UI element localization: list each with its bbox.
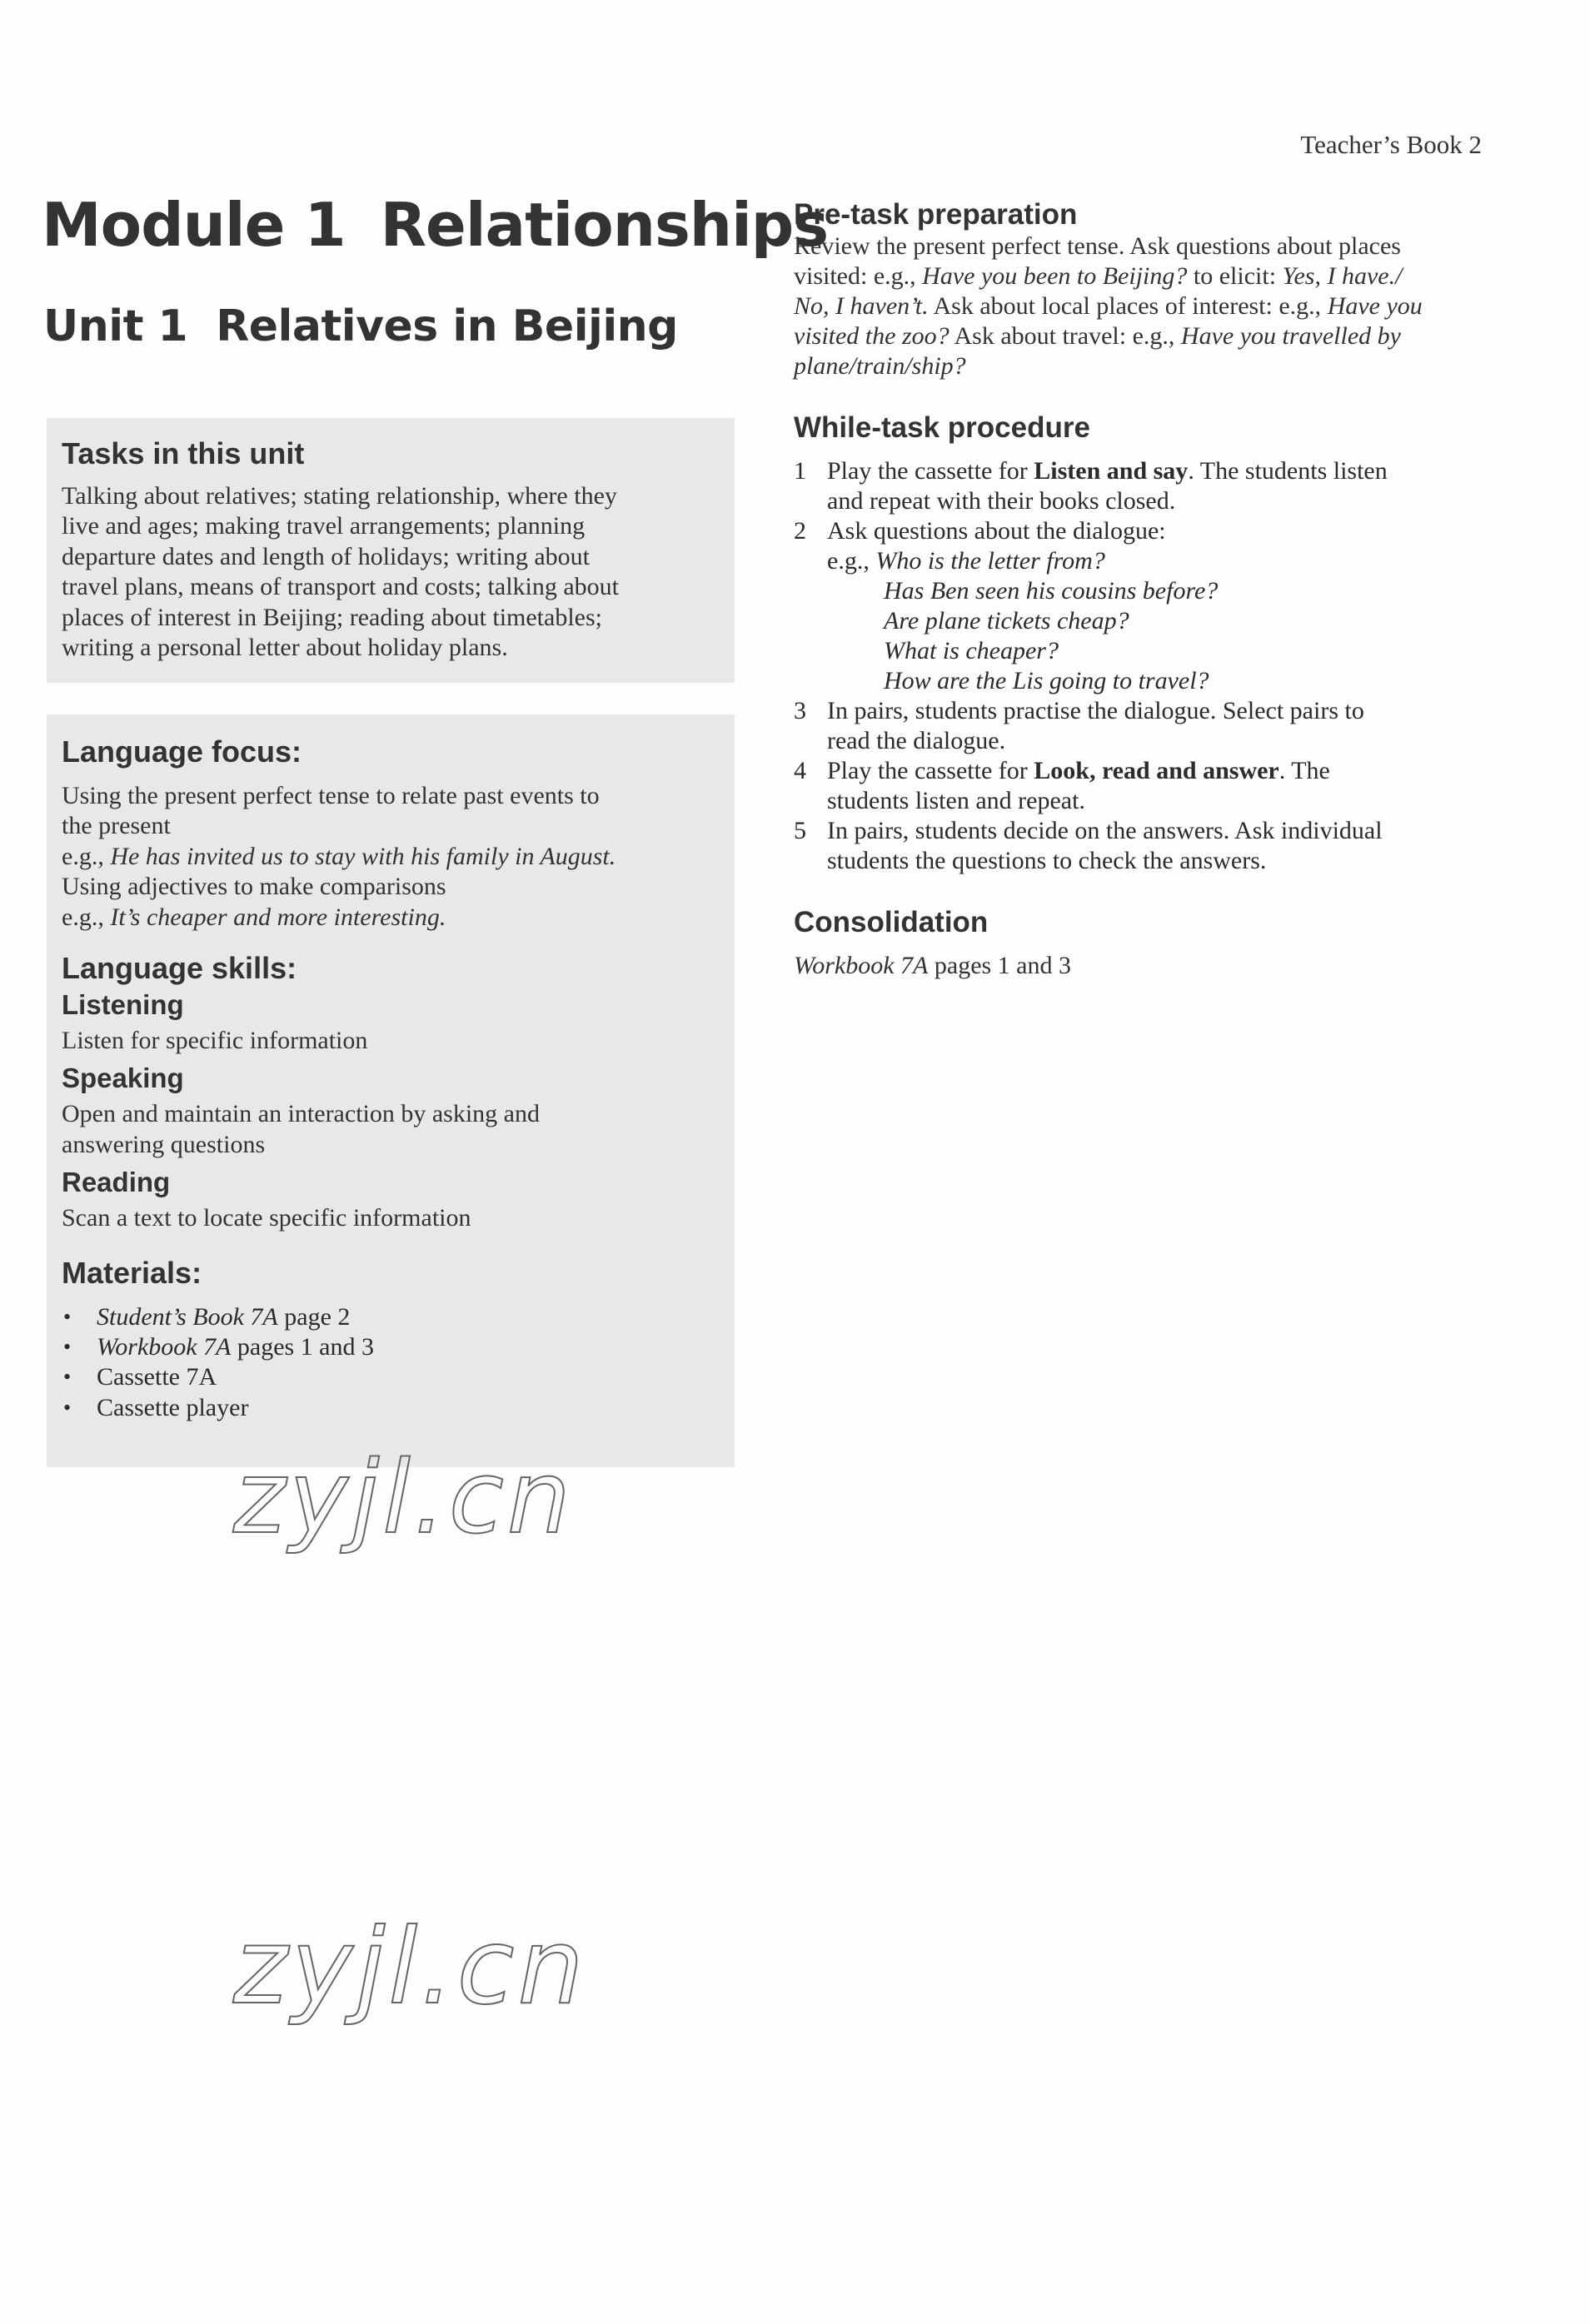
watermark: zyjl.cn: [233, 1907, 587, 2028]
materials-item: • Student’s Book 7A page 2: [62, 1302, 718, 1332]
module-name: Relationships: [380, 190, 829, 260]
pre-task-section: [794, 198, 1493, 381]
procedure-step-4: 4 Play the cassette for Look, read and answer. The students listen and repeat.: [794, 757, 1330, 814]
pre-task-line-4: visited the zoo? Ask about travel: e.g., Have you travelled by: [794, 322, 1401, 350]
tasks-line-5: places of interest in Beijing; reading about timetables;: [62, 603, 602, 631]
language-focus-example-2: e.g., It’s cheaper and more interesting.: [62, 903, 446, 931]
materials-list: [62, 1302, 718, 1424]
pre-task-line-3: No, I haven’t. Ask about local places of interest: e.g., Have you: [794, 292, 1423, 320]
language-focus-example-1: e.g., He has invited us to stay with his family in August.: [62, 842, 616, 870]
unit-label: Unit 1: [43, 301, 188, 351]
materials-item: • Cassette player: [62, 1393, 718, 1423]
speaking-line-1: Open and maintain an interaction by asking and: [62, 1100, 540, 1128]
materials-heading: Materials:: [62, 1255, 202, 1290]
procedure-step-5: 5 In pairs, students decide on the answers. Ask individual students the questions to check the answers.: [794, 817, 1383, 874]
listening-text: Listen for specific information: [62, 1027, 368, 1055]
tasks-line-3: departure dates and length of holidays; writing about: [62, 542, 590, 570]
pre-task-heading: Pre-task preparation: [794, 198, 1078, 231]
reading-heading: Reading: [62, 1167, 171, 1198]
materials-item: • Cassette 7A: [62, 1362, 718, 1392]
tasks-heading: Tasks in this unit: [62, 436, 305, 470]
while-task-list: [794, 456, 1493, 876]
while-task-heading: While-task procedure: [794, 411, 1090, 444]
pre-task-line-1: Review the present perfect tense. Ask questions about places: [794, 232, 1401, 260]
procedure-step-2: 2 Ask questions about the dialogue: e.g., Who is the letter from? Has Ben seen his cousins before? Are plane tickets cheap? What is cheaper? How are the Lis going to travel?: [794, 517, 1219, 694]
language-focus-heading: Language focus:: [62, 734, 302, 769]
unit-name: Relatives in Beijing: [216, 301, 678, 351]
materials-item: • Workbook 7A pages 1 and 3: [62, 1332, 718, 1362]
tasks-line-1: Talking about relatives; stating relationship, where they: [62, 482, 617, 510]
tasks-line-6: writing a personal letter about holiday plans.: [62, 634, 508, 662]
language-panel: [47, 714, 735, 1467]
consolidation-text: Workbook 7A pages 1 and 3: [794, 952, 1071, 979]
page-header: Teacher’s Book 2: [1300, 130, 1482, 159]
speaking-line-2: answering questions: [62, 1130, 266, 1158]
reading-text: Scan a text to locate specific information: [62, 1204, 471, 1232]
procedure-step-3: 3 In pairs, students practise the dialogue. Select pairs to read the dialogue.: [794, 697, 1364, 754]
pre-task-line-5: plane/train/ship?: [794, 352, 966, 380]
language-skills-heading: Language skills:: [62, 951, 297, 986]
unit-title: [43, 301, 678, 351]
consolidation-heading: Consolidation: [794, 906, 989, 938]
procedure-step-1: 1 Play the cassette for Listen and say. The students listen and repeat with their books closed.: [794, 457, 1388, 515]
language-focus-line-3: Using adjectives to make comparisons: [62, 873, 446, 901]
pre-task-line-2: visited: e.g., Have you been to Beijing? to elicit: Yes, I have./: [794, 262, 1403, 290]
module-label: Module 1: [42, 190, 346, 260]
tasks-line-2: live and ages; making travel arrangements; planning: [62, 512, 586, 540]
speaking-heading: Speaking: [62, 1062, 184, 1094]
language-focus-line-1: Using the present perfect tense to relate past events to: [62, 782, 600, 809]
watermark: zyjl.cn: [233, 1441, 574, 1556]
consolidation-section: [794, 906, 1493, 981]
listening-heading: Listening: [62, 989, 184, 1021]
tasks-line-4: travel plans, means of transport and costs; talking about: [62, 573, 620, 601]
tasks-panel: [47, 418, 735, 683]
module-title: [42, 190, 828, 260]
while-task-section: [794, 411, 1493, 876]
language-focus-line-2: the present: [62, 812, 171, 840]
